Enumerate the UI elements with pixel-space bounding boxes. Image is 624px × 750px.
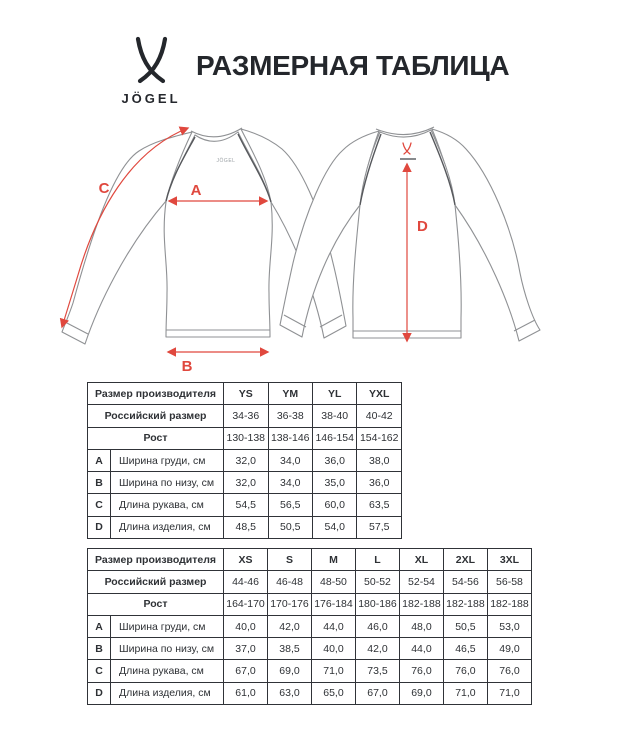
- measure-label-a: A: [190, 182, 202, 199]
- measure-value-cell: 32,0: [224, 472, 268, 494]
- measure-value-cell: 63,5: [357, 494, 402, 516]
- garment-diagram-svg: [0, 113, 624, 378]
- measure-value-cell: 38,5: [268, 638, 312, 660]
- measure-value-cell: 34,0: [268, 449, 312, 471]
- measure-value-cell: 42,0: [355, 638, 399, 660]
- measure-row: [88, 449, 402, 471]
- size-range-cell: 130-138: [224, 427, 268, 449]
- row-label: Размер производителя: [88, 549, 224, 571]
- measure-value-cell: 49,0: [487, 638, 531, 660]
- header-row: [88, 593, 532, 615]
- size-code-cell: 3XL: [487, 549, 531, 571]
- measure-value-cell: 50,5: [443, 615, 487, 637]
- size-range-cell: 182-188: [399, 593, 443, 615]
- measure-value-cell: 48,5: [224, 516, 268, 538]
- measure-value-cell: 34,0: [268, 472, 312, 494]
- size-table-adult: [87, 548, 532, 705]
- size-range-cell: 138-146: [268, 427, 312, 449]
- header-row: [88, 571, 532, 593]
- size-range-cell: 52-54: [399, 571, 443, 593]
- measure-value-cell: 40,0: [311, 638, 355, 660]
- size-table-youth: [87, 382, 402, 539]
- size-range-cell: 36-38: [268, 405, 312, 427]
- size-code-cell: L: [355, 549, 399, 571]
- measure-label-cell: Длина рукава, см: [111, 494, 224, 516]
- measure-row: [88, 638, 532, 660]
- page-title: РАЗМЕРНАЯ ТАБЛИЦА: [196, 50, 510, 81]
- measure-value-cell: 48,0: [399, 615, 443, 637]
- size-range-cell: 176-184: [311, 593, 355, 615]
- size-code-cell: YM: [268, 383, 312, 405]
- header-row: [88, 383, 402, 405]
- measure-row: [88, 660, 532, 682]
- measure-row: [88, 682, 532, 704]
- measure-key-cell: D: [88, 516, 111, 538]
- measure-value-cell: 76,0: [399, 660, 443, 682]
- measure-label-cell: Ширина груди, см: [111, 449, 224, 471]
- header-row: [88, 405, 402, 427]
- measure-value-cell: 57,5: [357, 516, 402, 538]
- measure-value-cell: 44,0: [311, 615, 355, 637]
- size-range-cell: 40-42: [357, 405, 402, 427]
- size-range-cell: 182-188: [443, 593, 487, 615]
- size-range-cell: 38-40: [312, 405, 356, 427]
- jogel-logo-mark: [108, 36, 194, 84]
- measure-value-cell: 56,5: [268, 494, 312, 516]
- measure-value-cell: 67,0: [355, 682, 399, 704]
- row-label: Российский размер: [88, 571, 224, 593]
- measure-value-cell: 69,0: [268, 660, 312, 682]
- size-range-cell: 48-50: [311, 571, 355, 593]
- measure-key-cell: D: [88, 682, 111, 704]
- measure-label-cell: Ширина по низу, см: [111, 638, 224, 660]
- measure-value-cell: 76,0: [443, 660, 487, 682]
- size-range-cell: 182-188: [487, 593, 531, 615]
- measure-value-cell: 71,0: [311, 660, 355, 682]
- brand-wordmark: JÖGEL: [121, 91, 181, 106]
- measure-key-cell: A: [88, 615, 111, 637]
- size-code-cell: S: [268, 549, 312, 571]
- jogel-logo: [108, 36, 194, 106]
- measure-value-cell: 76,0: [487, 660, 531, 682]
- measure-key-cell: B: [88, 638, 111, 660]
- measure-value-cell: 54,0: [312, 516, 356, 538]
- measure-value-cell: 38,0: [357, 449, 402, 471]
- size-code-cell: YS: [224, 383, 268, 405]
- size-range-cell: 50-52: [355, 571, 399, 593]
- measure-value-cell: 73,5: [355, 660, 399, 682]
- measure-value-cell: 36,0: [312, 449, 356, 471]
- size-range-cell: 180-186: [355, 593, 399, 615]
- measure-key-cell: C: [88, 660, 111, 682]
- measure-key-cell: C: [88, 494, 111, 516]
- size-range-cell: 54-56: [443, 571, 487, 593]
- measure-value-cell: 61,0: [224, 682, 268, 704]
- size-range-cell: 44-46: [224, 571, 268, 593]
- measure-value-cell: 32,0: [224, 449, 268, 471]
- measure-key-cell: B: [88, 472, 111, 494]
- measure-label-cell: Ширина по низу, см: [111, 472, 224, 494]
- size-range-cell: 146-154: [312, 427, 356, 449]
- measure-value-cell: 40,0: [224, 615, 268, 637]
- measure-label-cell: Ширина груди, см: [111, 615, 224, 637]
- measure-value-cell: 36,0: [357, 472, 402, 494]
- measure-label-cell: Длина рукава, см: [111, 660, 224, 682]
- measure-value-cell: 35,0: [312, 472, 356, 494]
- measure-value-cell: 42,0: [268, 615, 312, 637]
- measure-value-cell: 69,0: [399, 682, 443, 704]
- measure-row: [88, 494, 402, 516]
- size-code-cell: 2XL: [443, 549, 487, 571]
- measure-value-cell: 71,0: [487, 682, 531, 704]
- header-row: [88, 549, 532, 571]
- size-range-cell: 164-170: [224, 593, 268, 615]
- size-range-cell: 154-162: [357, 427, 402, 449]
- size-range-cell: 56-58: [487, 571, 531, 593]
- measure-row: [88, 516, 402, 538]
- row-label: Размер производителя: [88, 383, 224, 405]
- size-code-cell: YL: [312, 383, 356, 405]
- size-range-cell: 46-48: [268, 571, 312, 593]
- measure-label-d: D: [417, 218, 428, 235]
- row-label: Российский размер: [88, 405, 224, 427]
- measure-label-b: B: [181, 358, 193, 375]
- measure-label-c: C: [98, 180, 110, 197]
- measure-value-cell: 63,0: [268, 682, 312, 704]
- row-label: Рост: [88, 427, 224, 449]
- garment-diagram: [0, 113, 624, 378]
- measure-value-cell: 71,0: [443, 682, 487, 704]
- size-code-cell: XS: [224, 549, 268, 571]
- measure-row: [88, 472, 402, 494]
- measure-label-cell: Длина изделия, см: [111, 682, 224, 704]
- row-label: Рост: [88, 593, 224, 615]
- measure-label-cell: Длина изделия, см: [111, 516, 224, 538]
- measure-value-cell: 60,0: [312, 494, 356, 516]
- measure-value-cell: 65,0: [311, 682, 355, 704]
- size-code-cell: M: [311, 549, 355, 571]
- measure-value-cell: 50,5: [268, 516, 312, 538]
- measure-key-cell: A: [88, 449, 111, 471]
- measure-row: [88, 615, 532, 637]
- size-code-cell: YXL: [357, 383, 402, 405]
- measure-value-cell: 44,0: [399, 638, 443, 660]
- measure-value-cell: 54,5: [224, 494, 268, 516]
- measure-value-cell: 46,0: [355, 615, 399, 637]
- size-range-cell: 170-176: [268, 593, 312, 615]
- measure-value-cell: 37,0: [224, 638, 268, 660]
- size-code-cell: XL: [399, 549, 443, 571]
- header-row: [88, 427, 402, 449]
- measure-value-cell: 53,0: [487, 615, 531, 637]
- measure-value-cell: 67,0: [224, 660, 268, 682]
- size-range-cell: 34-36: [224, 405, 268, 427]
- chest-logo-text: JÖGEL: [216, 158, 236, 164]
- measure-value-cell: 46,5: [443, 638, 487, 660]
